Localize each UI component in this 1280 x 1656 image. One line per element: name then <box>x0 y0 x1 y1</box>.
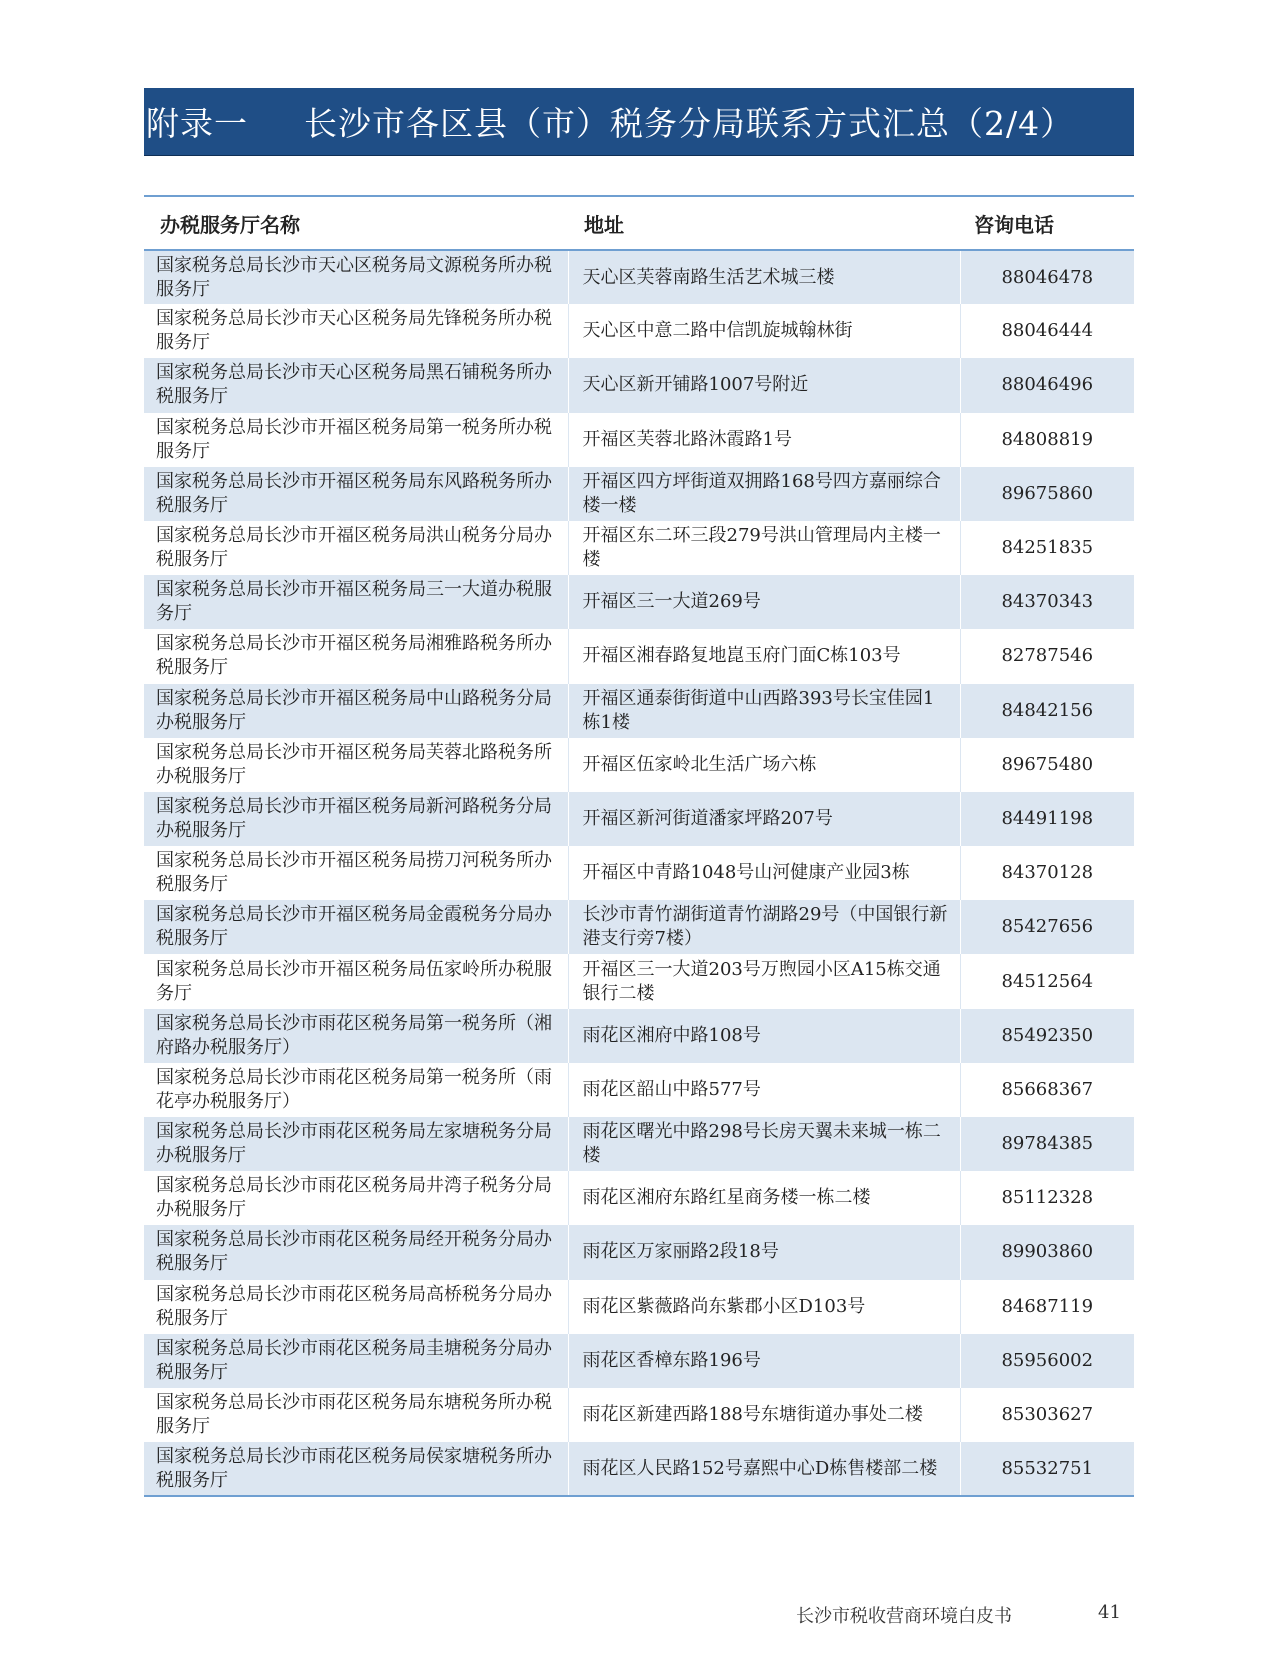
office-name-cell: 国家税务总局长沙市雨花区税务局井湾子税务分局办税服务厅 <box>144 1171 568 1225</box>
address-cell: 开福区中青路1048号山河健康产业园3栋 <box>568 846 960 900</box>
address-cell: 雨花区韶山中路577号 <box>568 1063 960 1117</box>
address-cell: 雨花区新建西路188号东塘街道办事处二楼 <box>568 1388 960 1442</box>
contact-table <box>144 195 1134 1497</box>
table-row <box>144 413 1134 467</box>
phone-cell: 84370343 <box>960 575 1134 629</box>
page-number: 41 <box>1098 1602 1121 1623</box>
address-cell: 开福区芙蓉北路沐霞路1号 <box>568 413 960 467</box>
table-row <box>144 629 1134 683</box>
office-name-cell: 国家税务总局长沙市开福区税务局第一税务所办税服务厅 <box>144 413 568 467</box>
office-name-cell: 国家税务总局长沙市雨花区税务局侯家塘税务所办税服务厅 <box>144 1442 568 1496</box>
phone-cell: 85668367 <box>960 1063 1134 1117</box>
address-cell: 开福区新河街道潘家坪路207号 <box>568 792 960 846</box>
address-cell: 开福区东二环三段279号洪山管理局内主楼一楼 <box>568 521 960 575</box>
address-cell: 开福区伍家岭北生活广场六栋 <box>568 738 960 792</box>
address-cell: 天心区中意二路中信凯旋城翰林街 <box>568 304 960 358</box>
page-title-bar <box>144 88 1134 156</box>
office-name-cell: 国家税务总局长沙市开福区税务局新河路税务分局办税服务厅 <box>144 792 568 846</box>
address-cell: 开福区四方坪街道双拥路168号四方嘉丽综合楼一楼 <box>568 467 960 521</box>
address-cell: 开福区湘春路复地崑玉府门面C栋103号 <box>568 629 960 683</box>
table-row <box>144 1388 1134 1442</box>
phone-cell: 84251835 <box>960 521 1134 575</box>
phone-cell: 85112328 <box>960 1171 1134 1225</box>
phone-cell: 85956002 <box>960 1334 1134 1388</box>
phone-cell: 84842156 <box>960 684 1134 738</box>
table-row <box>144 521 1134 575</box>
phone-cell: 85532751 <box>960 1442 1134 1496</box>
phone-cell: 88046478 <box>960 250 1134 304</box>
column-header-address: 地址 <box>568 196 960 250</box>
table-body <box>144 250 1134 1496</box>
phone-cell: 84491198 <box>960 792 1134 846</box>
office-name-cell: 国家税务总局长沙市天心区税务局先锋税务所办税服务厅 <box>144 304 568 358</box>
table-row <box>144 738 1134 792</box>
office-name-cell: 国家税务总局长沙市开福区税务局捞刀河税务所办税服务厅 <box>144 846 568 900</box>
table-row <box>144 1280 1134 1334</box>
address-cell: 雨花区曙光中路298号长房天翼未来城一栋二楼 <box>568 1117 960 1171</box>
office-name-cell: 国家税务总局长沙市开福区税务局芙蓉北路税务所办税服务厅 <box>144 738 568 792</box>
column-header-name: 办税服务厅名称 <box>144 196 568 250</box>
table-header-row <box>144 196 1134 250</box>
office-name-cell: 国家税务总局长沙市雨花区税务局第一税务所（湘府路办税服务厅） <box>144 1009 568 1063</box>
address-cell: 雨花区万家丽路2段18号 <box>568 1225 960 1279</box>
phone-cell: 89784385 <box>960 1117 1134 1171</box>
phone-cell: 85427656 <box>960 900 1134 954</box>
phone-cell: 89675860 <box>960 467 1134 521</box>
address-cell: 开福区通泰街街道中山西路393号长宝佳园1栋1楼 <box>568 684 960 738</box>
table-row <box>144 1009 1134 1063</box>
office-name-cell: 国家税务总局长沙市开福区税务局东风路税务所办税服务厅 <box>144 467 568 521</box>
office-name-cell: 国家税务总局长沙市雨花区税务局圭塘税务分局办税服务厅 <box>144 1334 568 1388</box>
office-name-cell: 国家税务总局长沙市开福区税务局金霞税务分局办税服务厅 <box>144 900 568 954</box>
table-row <box>144 304 1134 358</box>
office-name-cell: 国家税务总局长沙市雨花区税务局第一税务所（雨花亭办税服务厅） <box>144 1063 568 1117</box>
appendix-label: 附录一 <box>146 104 248 143</box>
address-cell: 雨花区湘府东路红星商务楼一栋二楼 <box>568 1171 960 1225</box>
phone-cell: 84512564 <box>960 954 1134 1008</box>
phone-cell: 88046496 <box>960 358 1134 412</box>
office-name-cell: 国家税务总局长沙市雨花区税务局东塘税务所办税服务厅 <box>144 1388 568 1442</box>
office-name-cell: 国家税务总局长沙市雨花区税务局经开税务分局办税服务厅 <box>144 1225 568 1279</box>
office-name-cell: 国家税务总局长沙市雨花区税务局高桥税务分局办税服务厅 <box>144 1280 568 1334</box>
office-name-cell: 国家税务总局长沙市开福区税务局伍家岭所办税服务厅 <box>144 954 568 1008</box>
page-title: 长沙市各区县（市）税务分局联系方式汇总（2/4） <box>304 104 1075 143</box>
address-cell: 开福区三一大道203号万煦园小区A15栋交通银行二楼 <box>568 954 960 1008</box>
contact-table-container <box>144 195 1134 1497</box>
address-cell: 雨花区香樟东路196号 <box>568 1334 960 1388</box>
phone-cell: 88046444 <box>960 304 1134 358</box>
table-row <box>144 954 1134 1008</box>
office-name-cell: 国家税务总局长沙市开福区税务局中山路税务分局办税服务厅 <box>144 684 568 738</box>
table-row <box>144 1334 1134 1388</box>
phone-cell: 85492350 <box>960 1009 1134 1063</box>
table-row <box>144 1225 1134 1279</box>
office-name-cell: 国家税务总局长沙市开福区税务局三一大道办税服务厅 <box>144 575 568 629</box>
address-cell: 开福区三一大道269号 <box>568 575 960 629</box>
phone-cell: 84370128 <box>960 846 1134 900</box>
address-cell: 长沙市青竹湖街道青竹湖路29号（中国银行新港支行旁7楼） <box>568 900 960 954</box>
table-row <box>144 250 1134 304</box>
footer-title: 长沙市税收营商环境白皮书 <box>796 1606 1012 1627</box>
address-cell: 雨花区湘府中路108号 <box>568 1009 960 1063</box>
table-row <box>144 792 1134 846</box>
table-row <box>144 1117 1134 1171</box>
column-header-phone: 咨询电话 <box>960 196 1134 250</box>
phone-cell: 82787546 <box>960 629 1134 683</box>
office-name-cell: 国家税务总局长沙市天心区税务局黑石铺税务所办税服务厅 <box>144 358 568 412</box>
phone-cell: 84808819 <box>960 413 1134 467</box>
office-name-cell: 国家税务总局长沙市开福区税务局湘雅路税务所办税服务厅 <box>144 629 568 683</box>
phone-cell: 89903860 <box>960 1225 1134 1279</box>
table-row <box>144 575 1134 629</box>
table-row <box>144 1171 1134 1225</box>
office-name-cell: 国家税务总局长沙市天心区税务局文源税务所办税服务厅 <box>144 250 568 304</box>
table-row <box>144 846 1134 900</box>
phone-cell: 89675480 <box>960 738 1134 792</box>
address-cell: 天心区芙蓉南路生活艺术城三楼 <box>568 250 960 304</box>
table-row <box>144 684 1134 738</box>
table-row <box>144 358 1134 412</box>
phone-cell: 84687119 <box>960 1280 1134 1334</box>
table-row <box>144 1442 1134 1496</box>
phone-cell: 85303627 <box>960 1388 1134 1442</box>
table-row <box>144 467 1134 521</box>
table-row <box>144 900 1134 954</box>
address-cell: 雨花区紫薇路尚东紫郡小区D103号 <box>568 1280 960 1334</box>
office-name-cell: 国家税务总局长沙市开福区税务局洪山税务分局办税服务厅 <box>144 521 568 575</box>
address-cell: 雨花区人民路152号嘉熙中心D栋售楼部二楼 <box>568 1442 960 1496</box>
address-cell: 天心区新开铺路1007号附近 <box>568 358 960 412</box>
office-name-cell: 国家税务总局长沙市雨花区税务局左家塘税务分局办税服务厅 <box>144 1117 568 1171</box>
table-row <box>144 1063 1134 1117</box>
